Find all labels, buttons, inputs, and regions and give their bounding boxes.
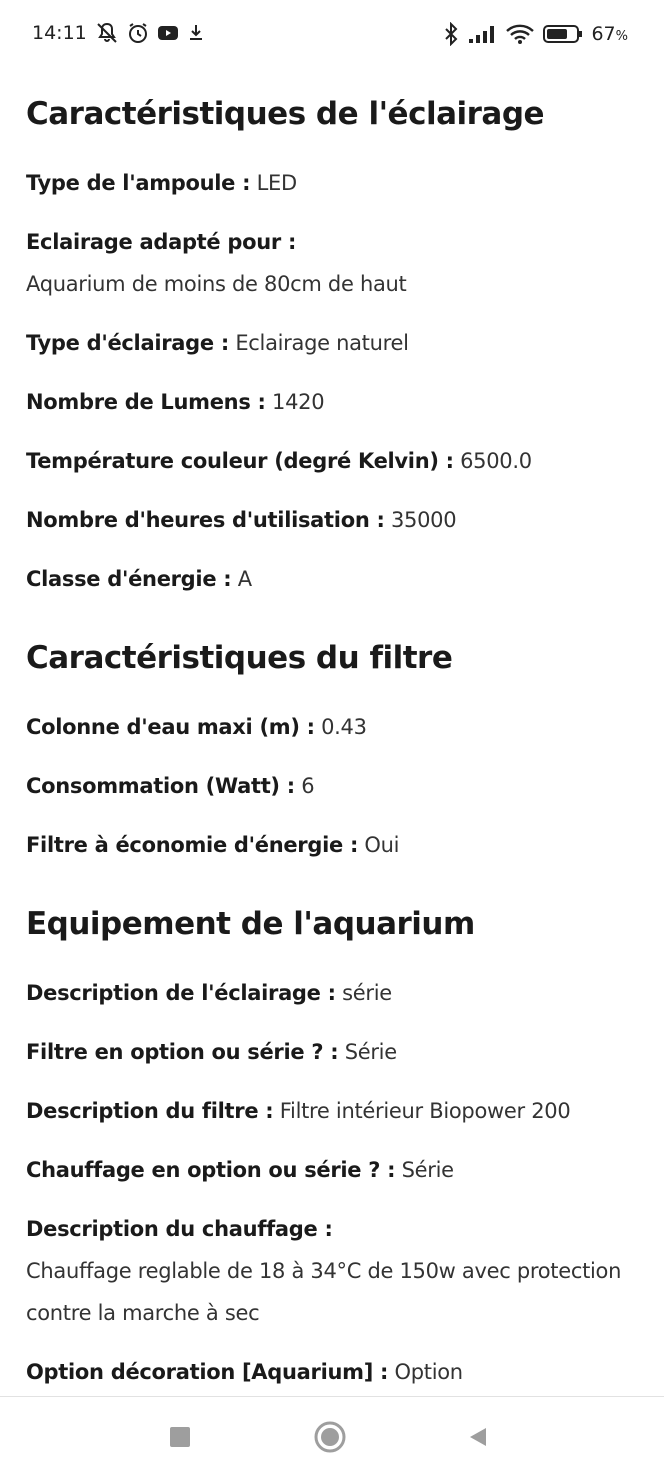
spec-label: Consommation (Watt) : <box>26 774 295 798</box>
section-filter <box>26 640 646 866</box>
spec-value: 35000 <box>384 508 457 532</box>
spec-label: Description du filtre : <box>26 1099 274 1123</box>
spec-value: 6500.0 <box>453 449 532 473</box>
spec-row <box>26 499 646 541</box>
spec-row <box>26 1208 646 1334</box>
spec-value: Eclairage naturel <box>228 331 409 355</box>
notifications-off-icon <box>95 22 119 44</box>
spec-label: Chauffage en option ou série ? : <box>26 1158 396 1182</box>
spec-value: 6 <box>294 774 315 798</box>
spec-label: Eclairage adapté pour : <box>26 230 297 254</box>
spec-row <box>26 221 646 305</box>
spec-label: Description du chauffage : <box>26 1217 333 1241</box>
back-triangle-icon[interactable] <box>460 1419 496 1455</box>
spec-row <box>26 381 646 423</box>
spec-value: Option <box>388 1360 463 1384</box>
spec-row <box>26 322 646 364</box>
spec-value: 1420 <box>265 390 325 414</box>
spec-label: Nombre de Lumens : <box>26 390 266 414</box>
spec-label: Type d'éclairage : <box>26 331 229 355</box>
spec-value: Série <box>395 1158 454 1182</box>
spec-label: Colonne d'eau maxi (m) : <box>26 715 315 739</box>
status-bar-left <box>32 22 205 44</box>
spec-value: Oui <box>358 833 400 857</box>
spec-row <box>26 558 646 600</box>
spec-row <box>26 1149 646 1191</box>
status-bar <box>0 0 664 70</box>
spec-row <box>26 706 646 748</box>
section-lighting <box>26 96 646 600</box>
spec-value: série <box>335 981 392 1005</box>
spec-value: Série <box>338 1040 397 1064</box>
battery-percent: 67 <box>591 23 616 45</box>
signal-icon <box>467 23 497 45</box>
section-title: Caractéristiques de l'éclairage <box>26 96 545 132</box>
clock: 14:11 <box>32 22 87 44</box>
spec-row <box>26 765 646 807</box>
spec-value: Filtre intérieur Biopower 200 <box>273 1099 571 1123</box>
spec-value: LED <box>250 171 297 195</box>
spec-row <box>26 440 646 482</box>
spec-label: Température couleur (degré Kelvin) : <box>26 449 454 473</box>
recents-square-icon[interactable] <box>162 1419 198 1455</box>
section-equipment <box>26 906 646 1393</box>
navigation-bar <box>0 1396 664 1477</box>
home-circle-icon[interactable] <box>312 1419 348 1455</box>
download-icon <box>187 23 205 43</box>
battery-unit: % <box>615 29 628 44</box>
section-title: Equipement de l'aquarium <box>26 906 475 942</box>
spec-row <box>26 162 646 204</box>
spec-value: Chauffage reglable de 18 à 34°C de 150w avec protection contre la marche à sec <box>26 1259 622 1325</box>
spec-row <box>26 1351 646 1393</box>
spec-row <box>26 824 646 866</box>
spec-value: A <box>231 567 252 591</box>
section-title: Caractéristiques du filtre <box>26 640 453 676</box>
spec-label: Type de l'ampoule : <box>26 171 251 195</box>
battery-level <box>591 23 628 45</box>
spec-value: Aquarium de moins de 80cm de haut <box>26 272 407 296</box>
spec-label: Classe d'énergie : <box>26 567 232 591</box>
spec-label: Filtre à économie d'énergie : <box>26 833 359 857</box>
spec-label: Option décoration [Aquarium] : <box>26 1360 389 1384</box>
spec-label: Description de l'éclairage : <box>26 981 336 1005</box>
spec-row <box>26 1090 646 1132</box>
spec-label: Filtre en option ou série ? : <box>26 1040 339 1064</box>
spec-row <box>26 1031 646 1073</box>
spec-value: 0.43 <box>314 715 367 739</box>
wifi-icon <box>505 23 535 45</box>
spec-label: Nombre d'heures d'utilisation : <box>26 508 385 532</box>
youtube-icon <box>157 24 179 42</box>
status-bar-right <box>443 22 628 46</box>
alarm-icon <box>127 22 149 44</box>
battery-icon <box>543 23 583 45</box>
spec-row <box>26 972 646 1014</box>
product-specs <box>26 96 646 1393</box>
bluetooth-icon <box>443 22 459 46</box>
